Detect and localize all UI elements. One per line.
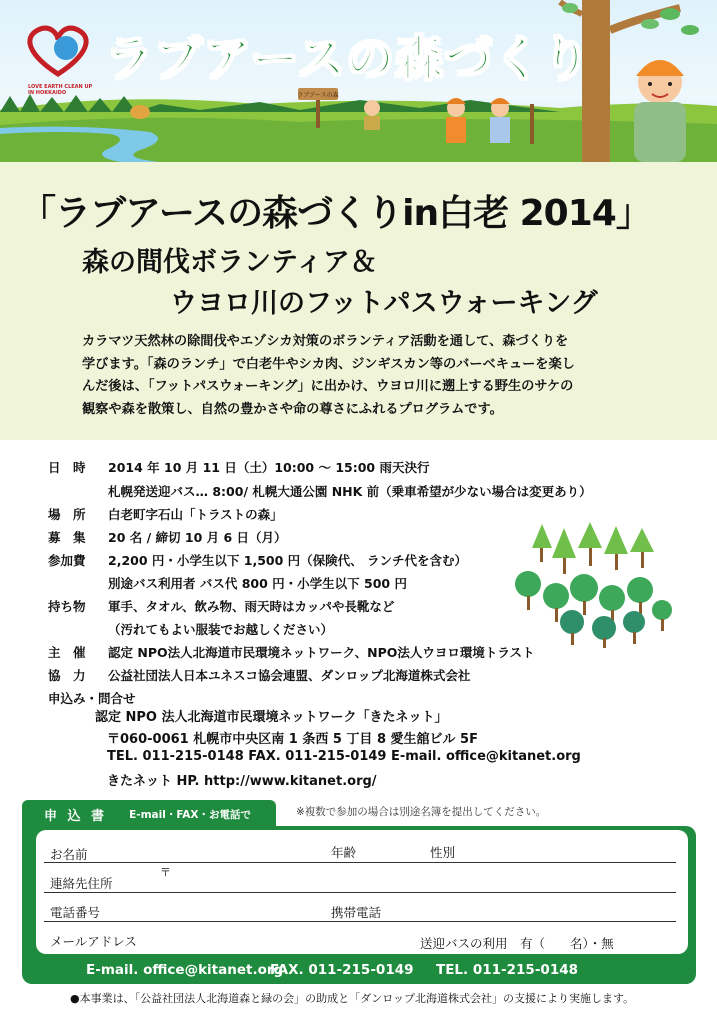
- items-label: 持ち物: [48, 599, 86, 614]
- sponsor-note: ●本事業は、「公益社団法人北海道森と緑の会」の助成と「ダンロップ北海道株式会社」の支援により実施します。: [70, 992, 635, 1005]
- postal-mark: 〒: [160, 866, 171, 879]
- date-label: 日 時: [48, 460, 86, 475]
- apply-label: 申込み・問合せ: [48, 691, 136, 706]
- host-label: 主 催: [48, 645, 86, 660]
- items-note: （汚れてもよい服装でお越しください）: [108, 622, 334, 637]
- intro-line: 学びます。「森のランチ」で白老牛やシカ肉、ジンギスカン等のバーベキューを楽し: [82, 356, 575, 372]
- fee-value: 2,200 円・小学生以下 1,500 円（保険代、 ランチ代を含む）: [108, 553, 467, 568]
- form-tab-subtitle: E-mail・FAX・お電話で: [129, 808, 252, 821]
- form-divider: [44, 921, 676, 922]
- bus-fee: 別途バス利用者 バス代 800 円・小学生以下 500 円: [108, 576, 407, 591]
- event-subtitle-1: 森の間伐ボランティア＆: [82, 247, 377, 278]
- event-subtitle-2: ウヨロ川のフットパスウォーキング: [170, 288, 598, 319]
- intro-line: 観察や森を散策し、自然の豊かさや命の尊さにふれるプログラムです。: [82, 401, 503, 417]
- fee-label: 参加費: [48, 553, 86, 568]
- name-field-label: お名前: [50, 847, 88, 862]
- trees-illustration: [512, 518, 672, 648]
- footer-fax: FAX. 011-215-0149: [270, 962, 414, 978]
- bus-use-field[interactable]: 送迎バスの利用 有（ 名）・無: [420, 936, 614, 951]
- address-field-label: 連絡先住所: [50, 876, 113, 891]
- gender-field-label: 性別: [430, 845, 456, 860]
- intro-line: カラマツ天然林の除間伐やエゾシカ対策のボランティア活動を通して、森づくりを: [82, 334, 569, 349]
- footer-tel: TEL. 011-215-0148: [436, 962, 579, 978]
- recruit-value: 20 名 / 締切 10 月 6 日（月）: [108, 530, 287, 545]
- banner-title: ラブアースの森づくり: [105, 31, 592, 87]
- contact-phone[interactable]: TEL. 011-215-0148 FAX. 011-215-0149 E-mail. office@kitanet.org: [107, 749, 581, 764]
- form-divider: [44, 862, 676, 863]
- mobile-field-label: 携帯電話: [331, 905, 382, 920]
- date-value: 2014 年 10 月 11 日（土）10:00 ～ 15:00 雨天決行: [108, 460, 430, 475]
- phone-field-label: 電話番号: [50, 905, 101, 920]
- form-note: ※複数で参加の場合は別途名簿を提出してください。: [296, 806, 547, 818]
- contact-web[interactable]: きたネット HP. http://www.kitanet.org/: [107, 774, 377, 789]
- top-banner: [0, 0, 717, 162]
- event-intro: [82, 331, 642, 421]
- event-title: 「ラブアースの森づくりin白老 2014」: [20, 193, 651, 234]
- footer-email[interactable]: E-mail. office@kitanet.org: [86, 962, 284, 978]
- recruit-label: 募 集: [48, 530, 86, 545]
- place-value: 白老町字石山「トラストの森」: [108, 507, 283, 522]
- items-value: 軍手、タオル、飲み物、雨天時はカッパや長靴など: [108, 599, 395, 614]
- age-field-label: 年齢: [331, 845, 357, 860]
- contact-org: 認定 NPO 法人北海道市民環境ネットワーク「きたネット」: [95, 710, 448, 725]
- logo-caption: LOVE EARTH CLEAN UP IN HOKKAIDO: [28, 84, 93, 96]
- sign-label: ラブアースの森: [297, 92, 339, 99]
- intro-line: んだ後は、「フットパスウォーキング」に出かけ、ウヨロ川に遡上する野生のサケの: [82, 379, 574, 394]
- host-value: 認定 NPO法人北海道市民環境ネットワーク、NPO法人ウヨロ環境トラスト: [108, 645, 535, 660]
- contact-address: 〒060-0061 札幌市中央区南 1 条西 5 丁目 8 愛生舘ビル 5F: [107, 732, 478, 747]
- place-label: 場 所: [48, 507, 86, 522]
- coop-label: 協 力: [48, 668, 86, 683]
- email-field-label: メールアドレス: [50, 934, 137, 949]
- form-tab-title: 申 込 書: [44, 808, 108, 824]
- form-divider: [44, 892, 676, 893]
- bus-info: 札幌発送迎バス… 8:00/ 札幌大通公園 NHK 前（乗車希望が少ない場合は変更あり）: [108, 484, 592, 499]
- coop-value: 公益社団法人日本ユネスコ協会連盟、ダンロップ北海道株式会社: [108, 668, 471, 683]
- application-form-tab: [22, 800, 276, 828]
